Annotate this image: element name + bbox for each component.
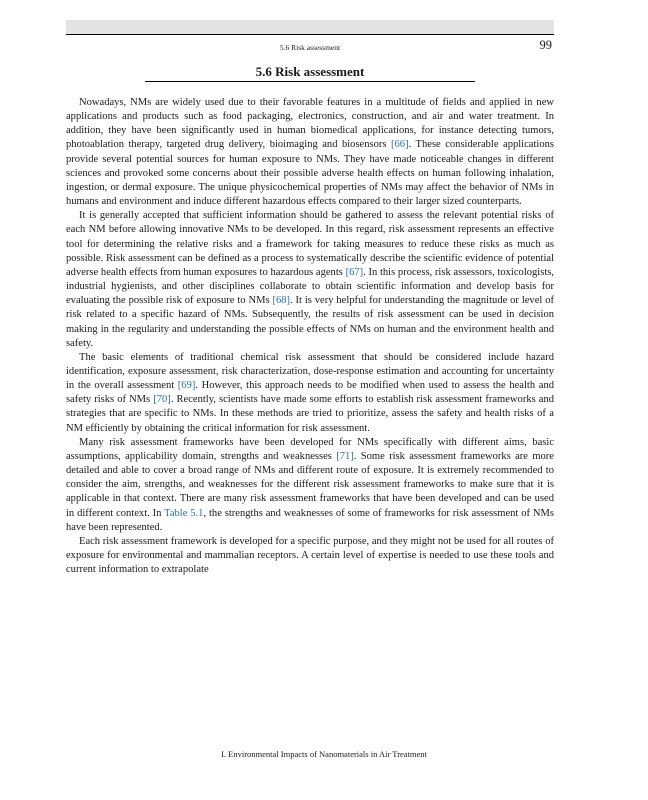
paragraph-text: . Recently, scientists have made some efforts to establish risk assessment frameworks and strategies that are specific to NMs. In these methods are tried to prioritize, assess the safety and health risks of a NM efficiently by obtaining the critical information for risk assessment. bbox=[66, 394, 554, 434]
header-rule bbox=[66, 34, 554, 35]
paragraph-text: Nowadays, NMs are widely used due to their favorable features in a multitude of fields and applied in new applications and products such as food packaging, electronics, construction, and air and water treatment. In addition, they have been significantly used in human biomedical applications, for instance detecting tumors, photoablation therapy, targeted drug delivery, bioimaging and biosensors bbox=[66, 97, 554, 151]
paragraph-text: Each risk assessment framework is developed for a specific purpose, and they might not be used for all routes of exposure for environmental and mammalian receptors. A certain level of expertise is needed to use these tools and current information to extrapolate bbox=[66, 535, 554, 576]
body-text bbox=[66, 96, 554, 577]
citation-link[interactable]: [69] bbox=[177, 380, 196, 392]
paragraph-text: . However, this approach needs to be modified when used to assess the health and safety risks of NMs bbox=[66, 380, 554, 406]
citation-link[interactable]: [70] bbox=[153, 394, 171, 406]
paragraph-text: . Some risk assessment frameworks are more detailed and able to cover a broad range of NMs and different route of exposure. It is extremely recommended to consider the aim, strengths, and weaknesses for the different risk assessment frameworks to make sure that it is applicable in that context. There are many risk assessment frameworks that have been developed and can be used in different context. In bbox=[66, 450, 554, 519]
running-header bbox=[66, 40, 554, 54]
running-title: 5.6 Risk assessment bbox=[279, 43, 341, 52]
page-number: 99 bbox=[539, 38, 552, 52]
section-title-rule bbox=[145, 81, 475, 82]
citation-link[interactable]: [68] bbox=[272, 295, 291, 307]
paragraph bbox=[66, 535, 554, 577]
paragraph-text: . In this process, risk assessors, toxicologists, industrial hygienists, and other disciplines collaborate to obtain scientific information and develop basis for evaluating the possible risk of exposure to NMs bbox=[66, 266, 554, 307]
citation-link[interactable]: [66] bbox=[391, 139, 409, 151]
paragraph bbox=[66, 96, 554, 209]
paragraph-text: The basic elements of traditional chemical risk assessment that should be considered include hazard identification, exposure assessment, risk characterization, dose-response estimation and accounting for uncertainty in the overall assessment bbox=[66, 351, 554, 392]
paragraph bbox=[66, 351, 554, 436]
paragraph-text: It is generally accepted that sufficient information should be gathered to assess the relevant potential risks of each NM before allowing innovative NMs to be developed. In this regard, risk assessment represents an effective tool for determining the relative risks and a framework for taking measures to reduce these risks as much as possible. Risk assessment can be defined as a process to systematically describe the scientific evidence of potential adverse health effects from human exposures to hazardous agents bbox=[66, 210, 554, 278]
paragraph-text: . These considerable applications provide several potential sources for human exposure to NMs. They have made noticeable changes in different sciences and provoked some concerns about their possible adverse health effects on human following inhalation, ingestion, or dermal exposure. The unique physicochemical properties of NMs may affect the behavior of NMs in humans and environment and induce different hazardous effects compared to their larger sized counterparts. bbox=[66, 139, 554, 208]
header-band bbox=[66, 20, 554, 34]
paragraph bbox=[66, 209, 554, 351]
footer-part-title: I. Environmental Impacts of Nanomaterials in Air Treatment bbox=[221, 749, 427, 759]
section-title: 5.6 Risk assessment bbox=[255, 64, 365, 79]
citation-link[interactable]: [67] bbox=[345, 266, 364, 278]
citation-link[interactable]: [71] bbox=[336, 450, 354, 462]
paragraph-text: . It is very helpful for understanding the magnitude or level of risk related to a specific hazard of NMs. Subsequently, the results of risk assessment can be used in decision making in the regularity and understanding the possible effects of NMs on human and the environment health and safety. bbox=[66, 295, 554, 349]
paragraph bbox=[66, 436, 554, 535]
paragraph-text: Many risk assessment frameworks have been developed for NMs specifically with different aims, basic assumptions, applicability domain, strengths and weaknesses bbox=[66, 436, 554, 462]
table-reference-link[interactable]: Table 5.1 bbox=[164, 507, 204, 519]
paragraph-text: , the strengths and weaknesses of some of frameworks for risk assessment of NMs have been represented. bbox=[66, 507, 555, 533]
